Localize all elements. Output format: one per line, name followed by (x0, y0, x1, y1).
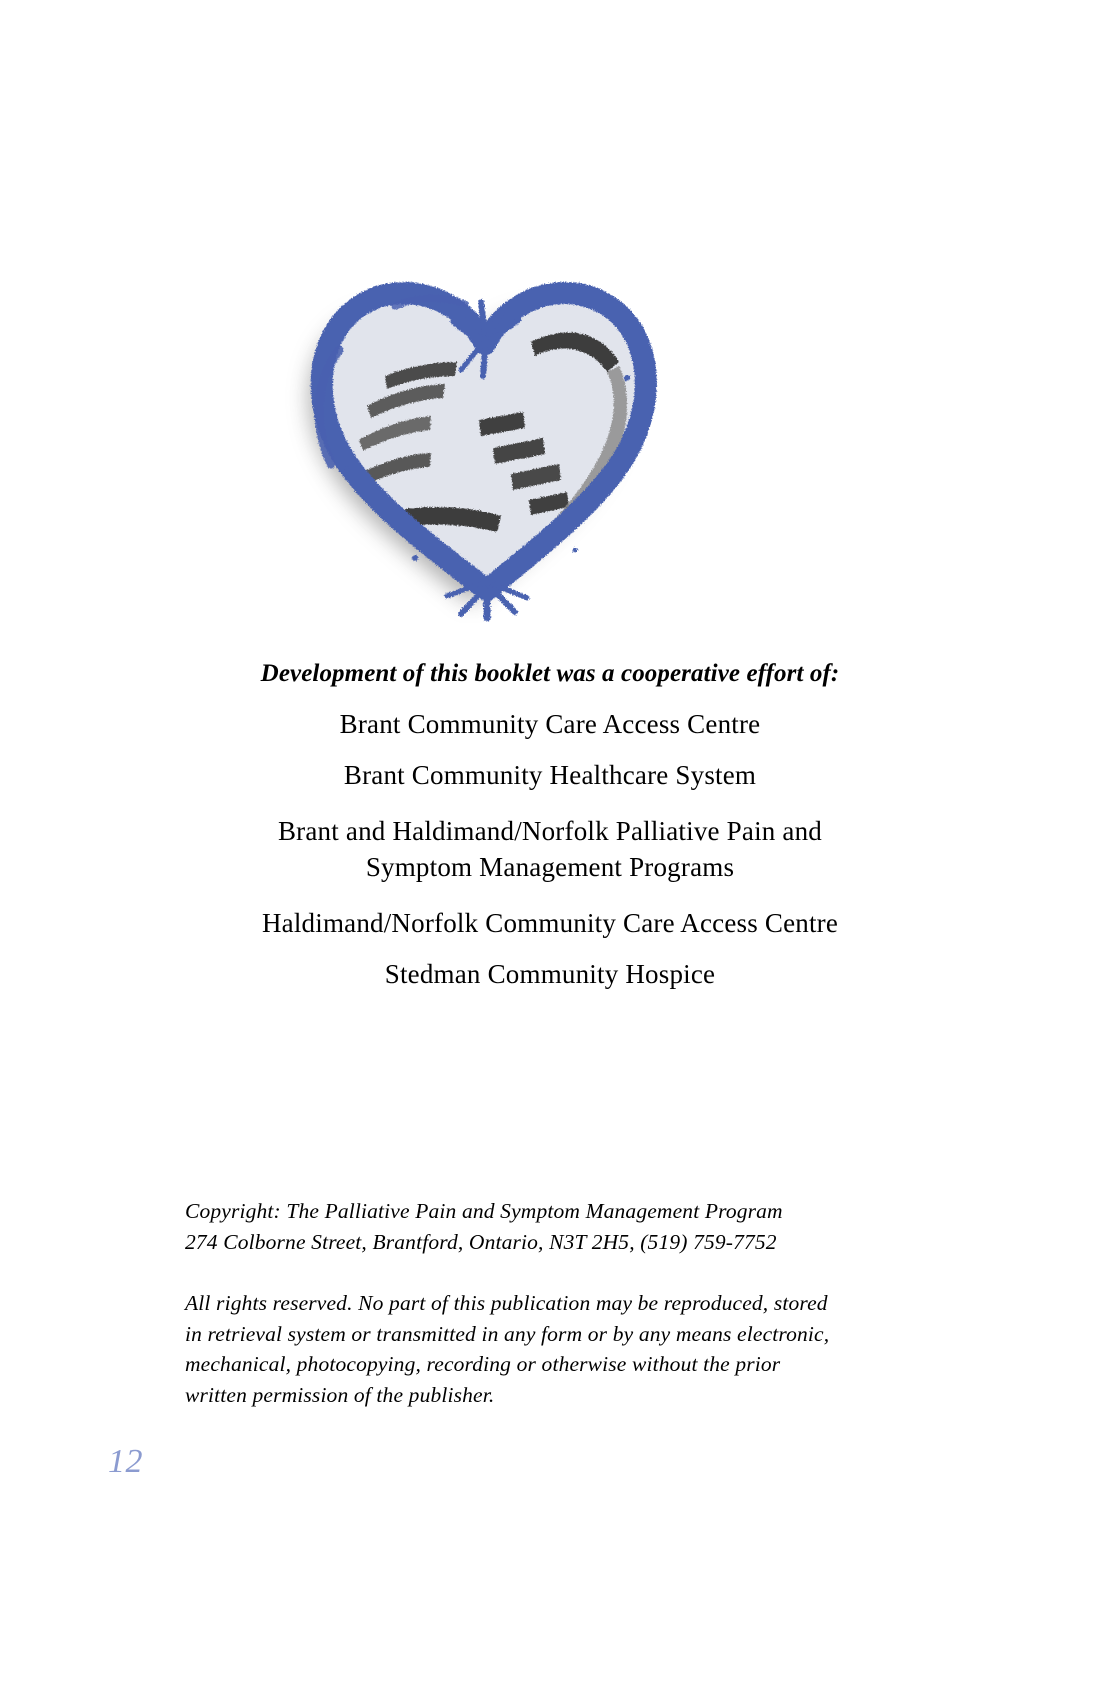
credit-organization-4: Haldimand/Norfolk Community Care Access Centre (261, 907, 839, 938)
credit-organization-3 (150, 813, 950, 886)
credit-organization-1: Brant Community Care Access Centre (339, 708, 761, 739)
copyright-line-2: 274 Colborne Street, Brantford, Ontario, N3T 2H5, (519) 759-7752 (185, 1229, 777, 1254)
credits-block (150, 660, 950, 988)
rights-line-4: written permission of the publisher. (185, 1382, 495, 1407)
rights-line-2: in retrieval system or transmitted in any form or by any means electronic, (185, 1321, 830, 1346)
credit-organization-3-line-1: Brant and Haldimand/Norfolk Palliative Pain and (277, 815, 823, 846)
copyright-block (185, 1196, 885, 1410)
hand-drawn-heart-logo (275, 258, 695, 623)
credit-organization-5: Stedman Community Hospice (384, 958, 716, 989)
copyright-line-1: Copyright: The Palliative Pain and Symptom Management Program (185, 1199, 783, 1223)
rights-line-1: All rights reserved. No part of this publication may be reproduced, stored (185, 1291, 828, 1316)
all-rights-reserved-notice (185, 1288, 885, 1410)
credits-heading: Development of this booklet was a cooperative effort of: (260, 660, 840, 687)
page-number: 12 (108, 1443, 143, 1480)
rights-line-3: mechanical, photocopying, recording or otherwise without the prior (185, 1352, 781, 1377)
copyright-notice (185, 1196, 885, 1257)
credit-organization-3-line-2: Symptom Management Programs (365, 852, 735, 883)
credit-organization-2: Brant Community Healthcare System (343, 759, 757, 790)
